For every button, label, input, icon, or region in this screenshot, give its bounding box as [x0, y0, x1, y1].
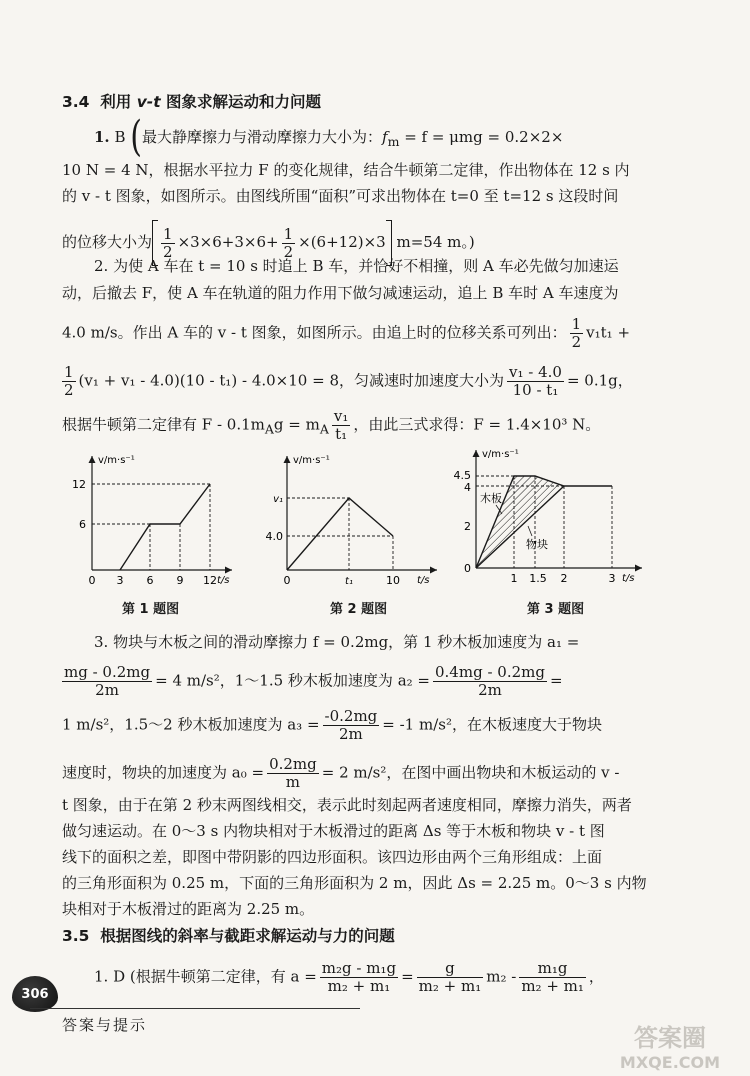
vt-line — [120, 484, 210, 570]
y-tick: v₁ — [273, 494, 283, 505]
text: 最大静摩擦力与滑动摩擦力大小为： — [141, 128, 382, 146]
fraction-num: 1 — [283, 224, 294, 243]
x-axis-label: t/s — [417, 575, 430, 586]
p3-line9: 块相对于木板滑过的距离为 2.25 m。 — [62, 900, 315, 918]
x-tick: t₁ — [345, 576, 353, 587]
caption-fig1: 第 1 题图 — [122, 602, 180, 617]
label-board: 木板 — [480, 492, 502, 505]
y-tick: 2 — [464, 520, 471, 533]
fraction — [417, 960, 484, 995]
y-tick: 4 — [464, 481, 471, 494]
answer-letter: B — [114, 128, 126, 146]
p2-line1: 2. 为使 A 车在 t = 10 s 时追上 B 车，并恰好不相撞，则 A 车必先做匀加速运 — [94, 257, 619, 275]
text: = — [401, 967, 414, 986]
section-heading-3-4 — [62, 92, 321, 112]
text: 的位移大小为 — [62, 233, 153, 251]
caption-fig3: 第 3 题图 — [527, 602, 585, 617]
text: g = m — [273, 415, 320, 434]
fraction-den: 2 — [64, 381, 74, 399]
text: 根据牛顿第二定律有 F - 0.1m — [62, 415, 265, 434]
fraction — [267, 756, 319, 791]
text: 4.0 m/s。作出 A 车的 v - t 图象，如图所示。由追上时的位移关系可列出： — [62, 323, 567, 342]
shaded-region — [476, 476, 564, 568]
p3-line1: 3. 物块与木板之间的滑动摩擦力 f = 0.2mg，第 1 秒木板加速度为 a₁ = — [94, 633, 580, 651]
fraction-den: m — [285, 773, 301, 791]
text: v₁t₁ + — [586, 323, 631, 342]
fraction-den: 10 - t₁ — [512, 381, 559, 399]
p3-line6: 做匀速运动。在 0～3 s 内物块相对于木板滑过的距离 Δs 等于木板和物块 v - t 图 — [62, 822, 605, 840]
fraction-den: t₁ — [335, 425, 348, 443]
y-axis-label: v/m·s⁻¹ — [482, 449, 519, 460]
text: ×(6+12)×3 — [298, 233, 386, 251]
section-title-vt: v-t — [136, 93, 161, 111]
text: = 2 m/s²，在图中画出物块和木板运动的 v - — [321, 763, 620, 782]
fraction-num: g — [417, 960, 484, 978]
p1-line2: 10 N = 4 N，根据水平拉力 F 的变化规律，结合牛顿第二定律，作出物体在 12 s 内 — [62, 161, 630, 179]
x-tick: 3 — [116, 574, 124, 587]
x-tick: 9 — [176, 574, 184, 587]
fraction-den: 2m — [478, 681, 502, 699]
fraction-den: 2 — [283, 242, 294, 261]
footer-label: 答案与提示 — [62, 1016, 148, 1034]
x-tick: 1 — [510, 572, 518, 585]
text: = 4 m/s²，1～1.5 秒木板加速度为 a₂ = — [155, 671, 430, 690]
fraction-num: m₂g - m₁g — [321, 959, 397, 977]
fraction-num: 1 — [64, 363, 74, 381]
fraction — [62, 364, 76, 399]
p3-line4 — [62, 756, 619, 791]
fraction — [570, 316, 584, 351]
fraction-den: m₂ + m₁ — [327, 977, 391, 995]
p1-line3: 的 v - t 图象，如图所示。由图线所围“面积”可求出物体在 t=0 至 t=12 s 这段时间 — [62, 187, 619, 205]
page-number-badge: 306 — [12, 976, 58, 1012]
open-paren: ( — [130, 112, 142, 162]
x-tick: 1.5 — [529, 572, 547, 585]
section-number: 3.5 — [62, 927, 90, 945]
fraction-den: 2 — [163, 242, 173, 261]
fraction — [507, 364, 564, 399]
section-title: 根据图线的斜率与截距求解运动与力的问题 — [100, 927, 395, 945]
fraction-num: v₁ - 4.0 — [509, 363, 562, 381]
p3-line7: 线下的面积之差，即图中带阴影的四边形面积。该四边形由两个三角形组成：上面 — [62, 848, 603, 866]
sub-a: A — [319, 421, 329, 437]
p2-line2: 动，后撤去 F，使 A 车在轨道的阻力作用下做匀减速运动，追上 B 车时 A 车速度为 — [62, 284, 619, 302]
text: = f = μmg = 0.2×2× — [399, 128, 564, 146]
text: = -1 m/s²，在木板速度大于物块 — [382, 715, 602, 734]
fraction-den: 2 — [571, 333, 582, 351]
p3-line5: t 图象，由于在第 2 秒末两图线相交，表示此时刻起两者速度相同，摩擦力消失，两者 — [62, 796, 632, 814]
figure-3-graph — [450, 444, 650, 590]
fraction — [62, 664, 152, 699]
x-tick: 6 — [146, 574, 154, 587]
fraction — [433, 664, 547, 699]
fraction-num: mg - 0.2mg — [64, 663, 151, 681]
x-axis-label: t/s — [217, 575, 230, 586]
y-tick: 4.5 — [453, 469, 471, 482]
x-tick: 0 — [88, 574, 96, 587]
text: ， — [588, 967, 604, 986]
fraction-den: 2m — [339, 725, 363, 743]
fraction-num: 1 — [163, 224, 173, 243]
label-block: 物块 — [526, 538, 548, 551]
section-title-part: 图象求解运动和力问题 — [166, 93, 322, 111]
fraction-num: 0.4mg - 0.2mg — [435, 663, 545, 681]
y-tick: 12 — [72, 478, 86, 491]
y-axis-label: v/m·s⁻¹ — [293, 455, 330, 466]
var-f: f — [382, 128, 388, 146]
text: 速度时，物块的加速度为 a₀ = — [62, 763, 265, 782]
fraction-num: -0.2mg — [324, 707, 378, 725]
text: = — [549, 671, 563, 690]
figure-1-graph — [70, 450, 240, 590]
fraction-num: v₁ — [333, 407, 349, 425]
caption-fig2: 第 2 题图 — [330, 602, 388, 617]
p2-line5 — [62, 408, 600, 443]
p2-line3 — [62, 316, 630, 351]
x-tick: 10 — [386, 574, 400, 587]
fraction — [519, 960, 586, 995]
y-tick: 0 — [464, 562, 471, 575]
text: = 0.1g， — [566, 371, 633, 390]
p3-line8: 的三角形面积为 0.25 m，下面的三角形面积为 2 m，因此 Δs = 2.25 m。0～3 s 内物 — [62, 874, 647, 892]
watermark-text: 答案圈 — [634, 1024, 706, 1052]
section-heading-3-5 — [62, 926, 395, 946]
watermark-url: MXQE.COM — [619, 1053, 721, 1072]
fraction-den: m₂ + m₁ — [418, 977, 482, 995]
x-tick: 2 — [560, 572, 568, 585]
fraction — [332, 408, 351, 443]
text: 1 m/s²，1.5～2 秒木板加速度为 a₃ = — [62, 715, 320, 734]
sub-a: A — [264, 421, 274, 437]
y-tick: 4.0 — [265, 530, 283, 543]
vt-line — [287, 498, 393, 570]
problem-number: 1. — [94, 128, 110, 146]
pointer-block — [528, 526, 532, 536]
fraction-num: 1 — [571, 315, 582, 333]
x-tick: 12 — [203, 574, 217, 587]
x-axis-label: t/s — [622, 573, 635, 584]
figure-2-graph — [265, 450, 445, 590]
y-axis-label: v/m·s⁻¹ — [98, 455, 135, 466]
p2-line4 — [62, 364, 633, 399]
fraction-num: m₁g — [519, 960, 586, 978]
fraction-num: 0.2mg — [269, 755, 317, 773]
text: (v₁ + v₁ - 4.0)(10 - t₁) - 4.0×10 = 8，匀减速时加速度大小为 — [78, 371, 504, 390]
text: m=54 m。) — [396, 233, 475, 251]
x-tick: 3 — [608, 572, 616, 585]
fraction-den: m₂ + m₁ — [521, 977, 584, 995]
watermark-logo — [600, 1018, 740, 1073]
fraction-den: 2m — [95, 681, 119, 699]
fraction — [320, 960, 398, 995]
section-title-part: 利用 — [100, 93, 132, 111]
sub-m: m — [387, 134, 400, 149]
text: ，由此三式求得：F = 1.4×10³ N。 — [353, 415, 601, 434]
x-tick: 0 — [283, 574, 291, 587]
y-tick: 6 — [79, 518, 86, 531]
section-number: 3.4 — [62, 93, 90, 111]
p3-line2 — [62, 664, 563, 699]
p3-line3 — [62, 708, 602, 743]
p1-line1 — [94, 112, 564, 162]
text: ×3×6+3×6+ — [177, 233, 279, 251]
p4-line1 — [94, 960, 604, 995]
text: m₂ - — [486, 967, 517, 986]
fraction — [323, 708, 380, 743]
text: 1. D (根据牛顿第二定律，有 a = — [94, 967, 317, 986]
footer-rule — [30, 1008, 360, 1009]
